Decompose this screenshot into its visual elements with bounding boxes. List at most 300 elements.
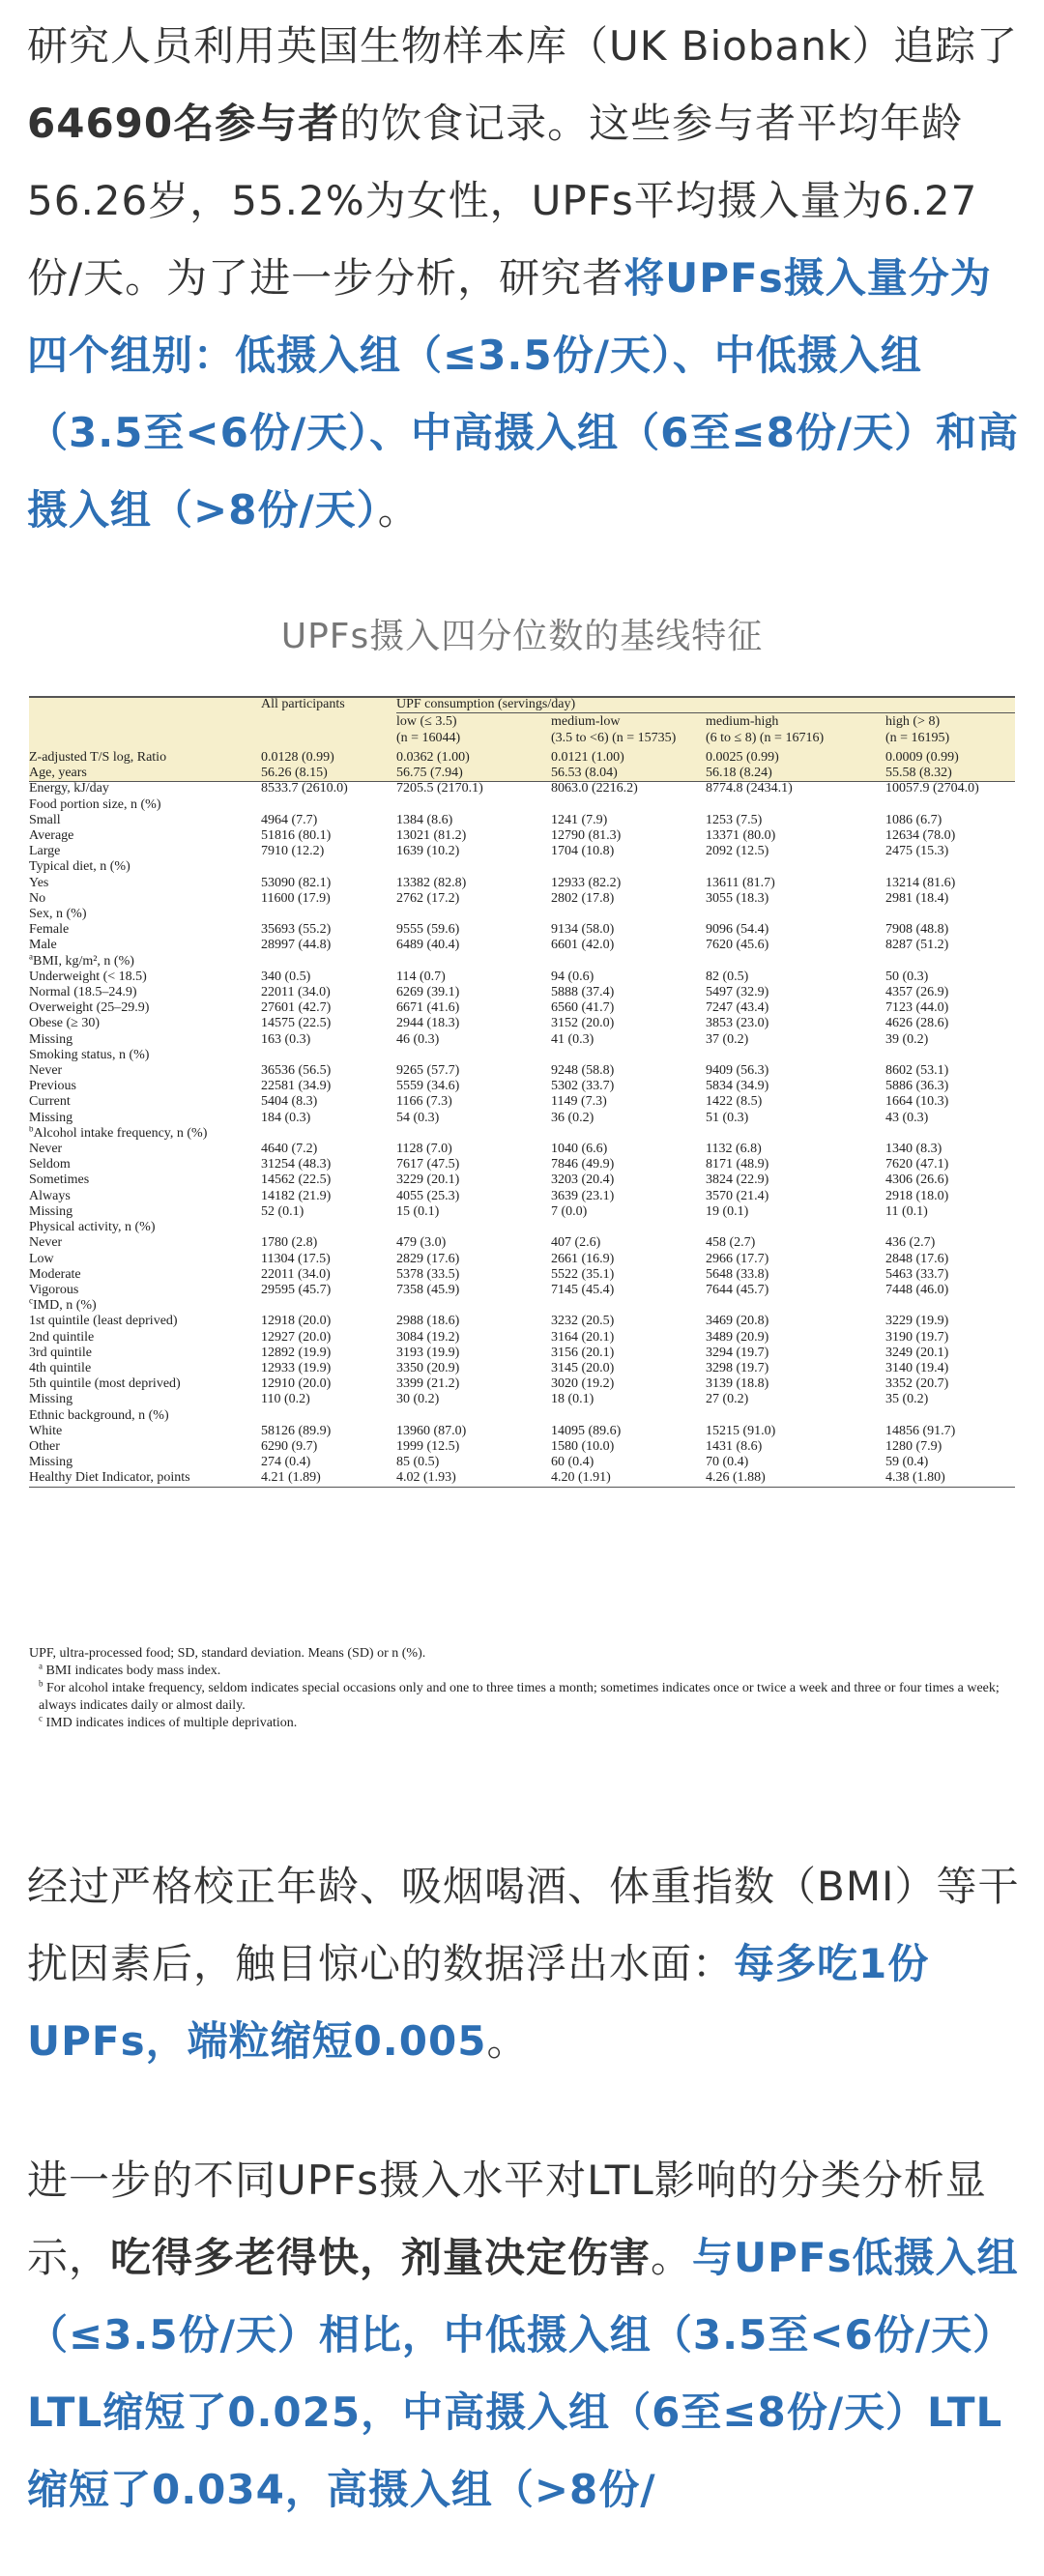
row-label (29, 1298, 261, 1314)
row-label-text: IMD, n (%) (33, 1298, 97, 1314)
table-row (29, 1204, 1015, 1220)
table-cell: 22011 (34.0) (261, 1266, 331, 1282)
table-cell: 2944 (18.3) (396, 1016, 460, 1031)
table-cell: 14575 (22.5) (261, 1016, 332, 1031)
table-cell: 3570 (21.4) (706, 1188, 769, 1203)
table-cell (885, 1048, 1015, 1063)
row-label-text: 1st quintile (least deprived) (29, 1314, 178, 1329)
row-label (29, 1439, 261, 1455)
table-cell: 3350 (20.9) (396, 1360, 460, 1375)
table-cell: 7247 (43.4) (706, 1000, 769, 1016)
table-row (29, 922, 1015, 938)
row-label-text: Average (29, 828, 74, 844)
table-cell: 36 (0.2) (551, 1110, 594, 1125)
row-label-text: Physical activity, n (%) (29, 1220, 156, 1235)
table-cell: 9265 (57.7) (396, 1063, 460, 1079)
result-paragraph (27, 1848, 1023, 2080)
row-label-text: Never (29, 1235, 63, 1251)
table-cell: 184 (0.3) (261, 1110, 311, 1125)
table-row (29, 859, 1015, 875)
table-row (29, 1439, 1015, 1455)
row-label (29, 1346, 261, 1361)
table-cell: 11304 (17.5) (261, 1251, 331, 1266)
table-cell: 2918 (18.0) (885, 1188, 949, 1203)
footnote-text: IMD indicates indices of multiple deprivation. (45, 1716, 298, 1730)
table-body (29, 746, 1015, 1487)
row-label (29, 1172, 261, 1188)
table-cell: 85 (0.5) (396, 1455, 440, 1470)
table-cell: 35693 (55.2) (261, 922, 332, 938)
table-cell (885, 797, 1015, 813)
row-label-text: Never (29, 1142, 63, 1157)
table-cell: 51816 (80.1) (261, 828, 332, 844)
table-cell: 5886 (36.3) (885, 1079, 949, 1094)
table-cell: 1040 (6.6) (551, 1142, 608, 1157)
row-label-text: Always (29, 1188, 71, 1203)
table-cell: 7448 (46.0) (885, 1282, 949, 1297)
table-cell: 7 (0.0) (551, 1203, 588, 1219)
table-cell (706, 1220, 885, 1235)
table-row (29, 1361, 1015, 1376)
row-label (29, 922, 261, 938)
table-row (29, 970, 1015, 985)
table-cell: 8602 (53.1) (885, 1063, 949, 1079)
table-cell: 5463 (33.7) (885, 1266, 949, 1282)
table-cell: 94 (0.6) (551, 969, 594, 984)
row-label-text: Large (29, 844, 61, 859)
row-label (29, 1424, 261, 1439)
row-label (29, 1252, 261, 1267)
table-row (29, 1298, 1015, 1314)
row-label (29, 1204, 261, 1220)
table-cell: 5497 (32.9) (706, 985, 769, 1000)
table-cell: 2988 (18.6) (396, 1314, 460, 1329)
table-cell (396, 907, 551, 922)
table-cell: 12892 (19.9) (261, 1345, 332, 1360)
table-cell: 8533.7 (2610.0) (261, 781, 348, 796)
table-cell: 60 (0.4) (551, 1455, 594, 1470)
table-cell: 1580 (10.0) (551, 1438, 615, 1454)
table-cell: 1132 (6.8) (706, 1142, 762, 1157)
table-cell: 7910 (12.2) (261, 844, 325, 859)
header-medium-high: medium-high (706, 714, 779, 729)
table-cell: 14182 (21.9) (261, 1188, 332, 1203)
table-row (29, 1424, 1015, 1439)
table-row (29, 844, 1015, 859)
table-row (29, 938, 1015, 953)
table-cell: 3232 (20.5) (551, 1314, 615, 1329)
table-row (29, 1235, 1015, 1251)
footnote-c (29, 1715, 1015, 1732)
table-row (29, 1142, 1015, 1157)
table-cell: 7620 (45.6) (706, 938, 769, 953)
table-cell: 12933 (82.2) (551, 875, 622, 890)
table-cell: 8774.8 (2434.1) (706, 781, 793, 796)
row-label-text: Ethnic background, n (%) (29, 1407, 169, 1423)
table-cell: 2661 (16.9) (551, 1251, 615, 1266)
table-cell: 274 (0.4) (261, 1455, 311, 1470)
table-cell: 12918 (20.0) (261, 1314, 332, 1329)
table-row (29, 1392, 1015, 1407)
row-label-text: Seldom (29, 1157, 71, 1172)
table-cell (706, 797, 885, 813)
row-label-text: Missing (29, 1110, 73, 1125)
table-cell: 15 (0.1) (396, 1203, 440, 1219)
table-row (29, 1157, 1015, 1172)
table-cell (706, 1048, 885, 1063)
row-label (29, 781, 261, 796)
table-cell (551, 1048, 706, 1063)
table-row (29, 1000, 1015, 1016)
row-label-text: Healthy Diet Indicator, points (29, 1470, 190, 1486)
table-cell: 340 (0.5) (261, 969, 311, 984)
table-cell: 5834 (34.9) (706, 1079, 769, 1094)
table-cell: 4357 (26.9) (885, 985, 949, 1000)
table-cell: 3294 (19.7) (706, 1345, 769, 1360)
table-cell: 407 (2.6) (551, 1235, 601, 1251)
table-cell: 39 (0.2) (885, 1031, 929, 1047)
header-empty (29, 730, 261, 746)
table-cell: 12790 (81.3) (551, 828, 622, 844)
footnote-b (29, 1680, 1015, 1715)
table-cell: 4640 (7.2) (261, 1142, 318, 1157)
row-label (29, 985, 261, 1000)
table-cell: 4.26 (1.88) (706, 1470, 766, 1486)
table-cell: 163 (0.3) (261, 1031, 311, 1047)
table-cell: 4.20 (1.91) (551, 1470, 611, 1486)
table-cell: 4306 (26.6) (885, 1172, 949, 1188)
table-cell: 3156 (20.1) (551, 1345, 615, 1360)
table-cell: 2762 (17.2) (396, 890, 460, 906)
header-all: All participants (261, 697, 345, 711)
row-label-text: Moderate (29, 1266, 81, 1282)
table-row (29, 781, 1015, 796)
table-cell: 2848 (17.6) (885, 1251, 949, 1266)
table-cell: 9134 (58.0) (551, 922, 615, 938)
table-cell: 13382 (82.8) (396, 875, 467, 890)
row-label-text: Obese (≥ 30) (29, 1016, 100, 1031)
table-cell: 56.53 (8.04) (551, 766, 618, 781)
row-label (29, 797, 261, 813)
table-cell: 52 (0.1) (261, 1203, 304, 1219)
table-row (29, 1283, 1015, 1298)
table-cell (551, 1220, 706, 1235)
table-cell: 9096 (54.4) (706, 922, 769, 938)
table-cell: 5648 (33.8) (706, 1266, 769, 1282)
table-cell: 19 (0.1) (706, 1203, 749, 1219)
table-cell: 3164 (20.1) (551, 1329, 615, 1345)
table-cell: 2829 (17.6) (396, 1251, 460, 1266)
table-cell: 5888 (37.4) (551, 985, 615, 1000)
table-cell: 6290 (9.7) (261, 1438, 318, 1454)
table-row (29, 1470, 1015, 1487)
row-label-text: Z-adjusted T/S log, Ratio (29, 750, 167, 765)
table-cell (396, 859, 551, 875)
table-cell: 6560 (41.7) (551, 1000, 615, 1016)
table-row (29, 1063, 1015, 1079)
table-cell: 1704 (10.8) (551, 844, 615, 859)
row-label-text: Underweight (< 18.5) (29, 969, 147, 984)
table-cell: 3853 (23.0) (706, 1016, 769, 1031)
table-cell: 18 (0.1) (551, 1392, 594, 1407)
table-cell: 12933 (19.9) (261, 1360, 332, 1375)
table-cell: 0.0121 (1.00) (551, 750, 624, 765)
table-footnotes (29, 1645, 1015, 1732)
table-cell (885, 1126, 1015, 1142)
table-cell (396, 797, 551, 813)
table-cell: 15215 (91.0) (706, 1423, 776, 1438)
table-cell: 3229 (19.9) (885, 1314, 949, 1329)
header-n-medium-high: (6 to ≤ 8) (n = 16716) (706, 731, 825, 745)
table-cell: 36536 (56.5) (261, 1063, 332, 1079)
table-cell: 9555 (59.6) (396, 922, 460, 938)
row-label (29, 1126, 261, 1142)
table-cell: 0.0009 (0.99) (885, 750, 959, 765)
table-row (29, 1220, 1015, 1235)
footnote-marker: b (29, 1125, 34, 1134)
header-low: low (≤ 3.5) (396, 714, 457, 729)
table-cell: 3469 (20.8) (706, 1314, 769, 1329)
table-cell: 22011 (34.0) (261, 985, 331, 1000)
table-cell (551, 954, 706, 970)
table-cell: 27601 (42.7) (261, 1000, 332, 1016)
table-cell: 1128 (7.0) (396, 1142, 452, 1157)
table-cell: 51 (0.3) (706, 1110, 749, 1125)
highlight-span: 每多吃1份UPFs，端粒缩短0.005 (27, 1940, 930, 2065)
table-cell: 1431 (8.6) (706, 1438, 763, 1454)
table-cell: 1166 (7.3) (396, 1094, 452, 1110)
table-cell: 14095 (89.6) (551, 1423, 622, 1438)
row-label (29, 1235, 261, 1251)
table-cell (261, 1126, 396, 1142)
table-cell: 43 (0.3) (885, 1110, 929, 1125)
table-cell: 28997 (44.8) (261, 938, 332, 953)
table-row (29, 1111, 1015, 1126)
table-cell: 3203 (20.4) (551, 1172, 615, 1188)
header-medium-low: medium-low (551, 714, 621, 729)
table-cell (551, 1126, 706, 1142)
row-label (29, 1094, 261, 1110)
row-label (29, 1361, 261, 1376)
table-cell: 3352 (20.7) (885, 1376, 949, 1392)
table-cell: 5522 (35.1) (551, 1266, 615, 1282)
table-row (29, 1267, 1015, 1283)
table-cell (261, 1298, 396, 1314)
header-empty (29, 696, 261, 713)
table-cell: 3193 (19.9) (396, 1345, 460, 1360)
table-cell (885, 1298, 1015, 1314)
table-cell (396, 1298, 551, 1314)
table-cell (261, 1048, 396, 1063)
row-label-text: Overweight (25–29.9) (29, 1000, 150, 1016)
table-cell (706, 907, 885, 922)
table-cell: 458 (2.7) (706, 1235, 756, 1251)
table-cell: 3145 (20.0) (551, 1360, 615, 1375)
table-cell (551, 859, 706, 875)
table-row (29, 1252, 1015, 1267)
header-n-medium-low: (3.5 to <6) (n = 15735) (551, 731, 677, 745)
table-cell: 14856 (91.7) (885, 1423, 956, 1438)
table-cell: 37 (0.2) (706, 1031, 749, 1047)
table-cell: 4964 (7.7) (261, 812, 318, 827)
table-cell: 7617 (47.5) (396, 1157, 460, 1172)
table-cell: 55.58 (8.32) (885, 766, 952, 781)
row-label (29, 1314, 261, 1329)
row-label (29, 1330, 261, 1346)
analysis-paragraph (27, 2142, 1023, 2529)
table-row (29, 1408, 1015, 1424)
table-cell: 2981 (18.4) (885, 890, 949, 906)
table-cell: 1664 (10.3) (885, 1094, 949, 1110)
table-cell: 7205.5 (2170.1) (396, 781, 483, 796)
table-cell: 3489 (20.9) (706, 1329, 769, 1345)
table-cell: 10057.9 (2704.0) (885, 781, 979, 796)
table-cell: 3399 (21.2) (396, 1376, 460, 1392)
table-cell: 13021 (81.2) (396, 828, 467, 844)
table-cell: 2966 (17.7) (706, 1251, 769, 1266)
table-cell: 53090 (82.1) (261, 875, 332, 890)
table-cell: 3084 (19.2) (396, 1329, 460, 1345)
table-cell: 3249 (20.1) (885, 1345, 949, 1360)
row-label (29, 1157, 261, 1172)
footnote-marker: c (39, 1713, 43, 1723)
table-cell: 3055 (18.3) (706, 890, 769, 906)
table-cell: 12634 (78.0) (885, 828, 956, 844)
table-cell: 9409 (56.3) (706, 1063, 769, 1079)
text-span: 进一步的不同UPFs摄入水平对LTL影响的分类分析显示， (27, 2156, 987, 2281)
row-label (29, 907, 261, 922)
header-empty (29, 713, 261, 731)
footnote-a (29, 1663, 1015, 1680)
table-cell (261, 797, 396, 813)
table-cell: 12927 (20.0) (261, 1329, 332, 1345)
row-label (29, 1000, 261, 1016)
row-label-text: Smoking status, n (%) (29, 1047, 150, 1062)
footnote-text: For alcohol intake frequency, seldom indicates special occasions only and one to three times a month; sometimes indicates once or twice a week and three or four times a week; always indicates daily or almost daily. (39, 1681, 1000, 1713)
table-cell: 1780 (2.8) (261, 1235, 318, 1251)
row-label-text: Sex, n (%) (29, 907, 87, 922)
table-row (29, 907, 1015, 922)
table-cell: 30 (0.2) (396, 1392, 440, 1407)
table-cell: 56.18 (8.24) (706, 766, 772, 781)
table-row (29, 746, 1015, 766)
table-cell: 1241 (7.9) (551, 812, 608, 827)
baseline-table-figure (29, 696, 1015, 1730)
table-cell (885, 907, 1015, 922)
table-cell (885, 1408, 1015, 1424)
table-cell: 12910 (20.0) (261, 1376, 332, 1392)
row-label (29, 1048, 261, 1063)
row-label-text: Food portion size, n (%) (29, 796, 161, 812)
row-label (29, 1220, 261, 1235)
table-cell: 1999 (12.5) (396, 1438, 460, 1454)
table-row (29, 766, 1015, 781)
table-cell: 13611 (81.7) (706, 875, 775, 890)
footnote-marker: a (29, 953, 33, 961)
row-label-text: Energy, kJ/day (29, 781, 109, 796)
table-cell: 1086 (6.7) (885, 812, 942, 827)
row-label-text: Previous (29, 1079, 76, 1094)
table-cell (885, 859, 1015, 875)
row-label-text: Sometimes (29, 1172, 90, 1188)
table-cell: 27 (0.2) (706, 1392, 749, 1407)
header-n-low: (n = 16044) (396, 731, 461, 745)
table-row (29, 828, 1015, 844)
row-label (29, 938, 261, 953)
row-label (29, 813, 261, 828)
row-label-text: Missing (29, 1203, 73, 1219)
table-cell (551, 1408, 706, 1424)
row-label (29, 1470, 261, 1487)
table-cell: 6269 (39.1) (396, 985, 460, 1000)
table-row (29, 1376, 1015, 1392)
table-cell: 4.38 (1.80) (885, 1470, 945, 1486)
row-label (29, 1063, 261, 1079)
row-label (29, 859, 261, 875)
table-cell (261, 1220, 396, 1235)
table-cell: 82 (0.5) (706, 969, 749, 984)
table-cell: 6489 (40.4) (396, 938, 460, 953)
row-label (29, 891, 261, 907)
table-row (29, 797, 1015, 813)
table-cell (261, 954, 396, 970)
table-cell: 3020 (19.2) (551, 1376, 615, 1392)
row-label-text: Age, years (29, 766, 87, 781)
table-cell (551, 797, 706, 813)
row-label-text: Missing (29, 1031, 73, 1047)
text-span: 研究人员利用英国生物样本库（UK Biobank）追踪了 (27, 22, 1019, 70)
row-label-text: Never (29, 1063, 63, 1079)
header-n-high: (n = 16195) (885, 731, 950, 745)
table-cell (396, 1048, 551, 1063)
table-cell: 479 (3.0) (396, 1235, 447, 1251)
table-row (29, 985, 1015, 1000)
table-cell: 9248 (58.8) (551, 1063, 615, 1079)
table-cell: 50 (0.3) (885, 969, 929, 984)
table-cell: 4.21 (1.89) (261, 1470, 321, 1486)
table-cell: 3298 (19.7) (706, 1360, 769, 1375)
table-cell: 59 (0.4) (885, 1455, 929, 1470)
table-cell: 7358 (45.9) (396, 1282, 460, 1297)
table-row (29, 876, 1015, 891)
row-label (29, 844, 261, 859)
table-cell: 1384 (8.6) (396, 812, 453, 827)
row-label-text: BMI, kg/m², n (%) (33, 953, 134, 969)
row-label-text: Missing (29, 1455, 73, 1470)
table-cell (706, 1408, 885, 1424)
table-cell: 29595 (45.7) (261, 1282, 332, 1297)
table-cell: 3152 (20.0) (551, 1016, 615, 1031)
table-cell: 5378 (33.5) (396, 1266, 460, 1282)
table-row (29, 1172, 1015, 1188)
row-label (29, 1283, 261, 1298)
table-cell: 0.0128 (0.99) (261, 750, 334, 765)
row-label (29, 970, 261, 985)
table-cell: 13960 (87.0) (396, 1423, 467, 1438)
table-cell: 2475 (15.3) (885, 844, 949, 859)
table-cell: 1340 (8.3) (885, 1142, 942, 1157)
table-cell: 22581 (34.9) (261, 1079, 332, 1094)
highlight-span: 将UPFs摄入量分为四个组别：低摄入组（≤3.5份/天）、中低摄入组（3.5至<6份/天）、中高摄入组（6至≤8份/天）和高摄入组（>8份/天） (27, 254, 1020, 534)
table-cell: 3639 (23.1) (551, 1188, 615, 1203)
bold-span: 64690名参与者 (27, 100, 340, 147)
table-cell: 2092 (12.5) (706, 844, 769, 859)
table-cell (551, 907, 706, 922)
table-cell: 3824 (22.9) (706, 1172, 769, 1188)
row-label (29, 1408, 261, 1424)
row-label (29, 954, 261, 970)
table-row (29, 891, 1015, 907)
